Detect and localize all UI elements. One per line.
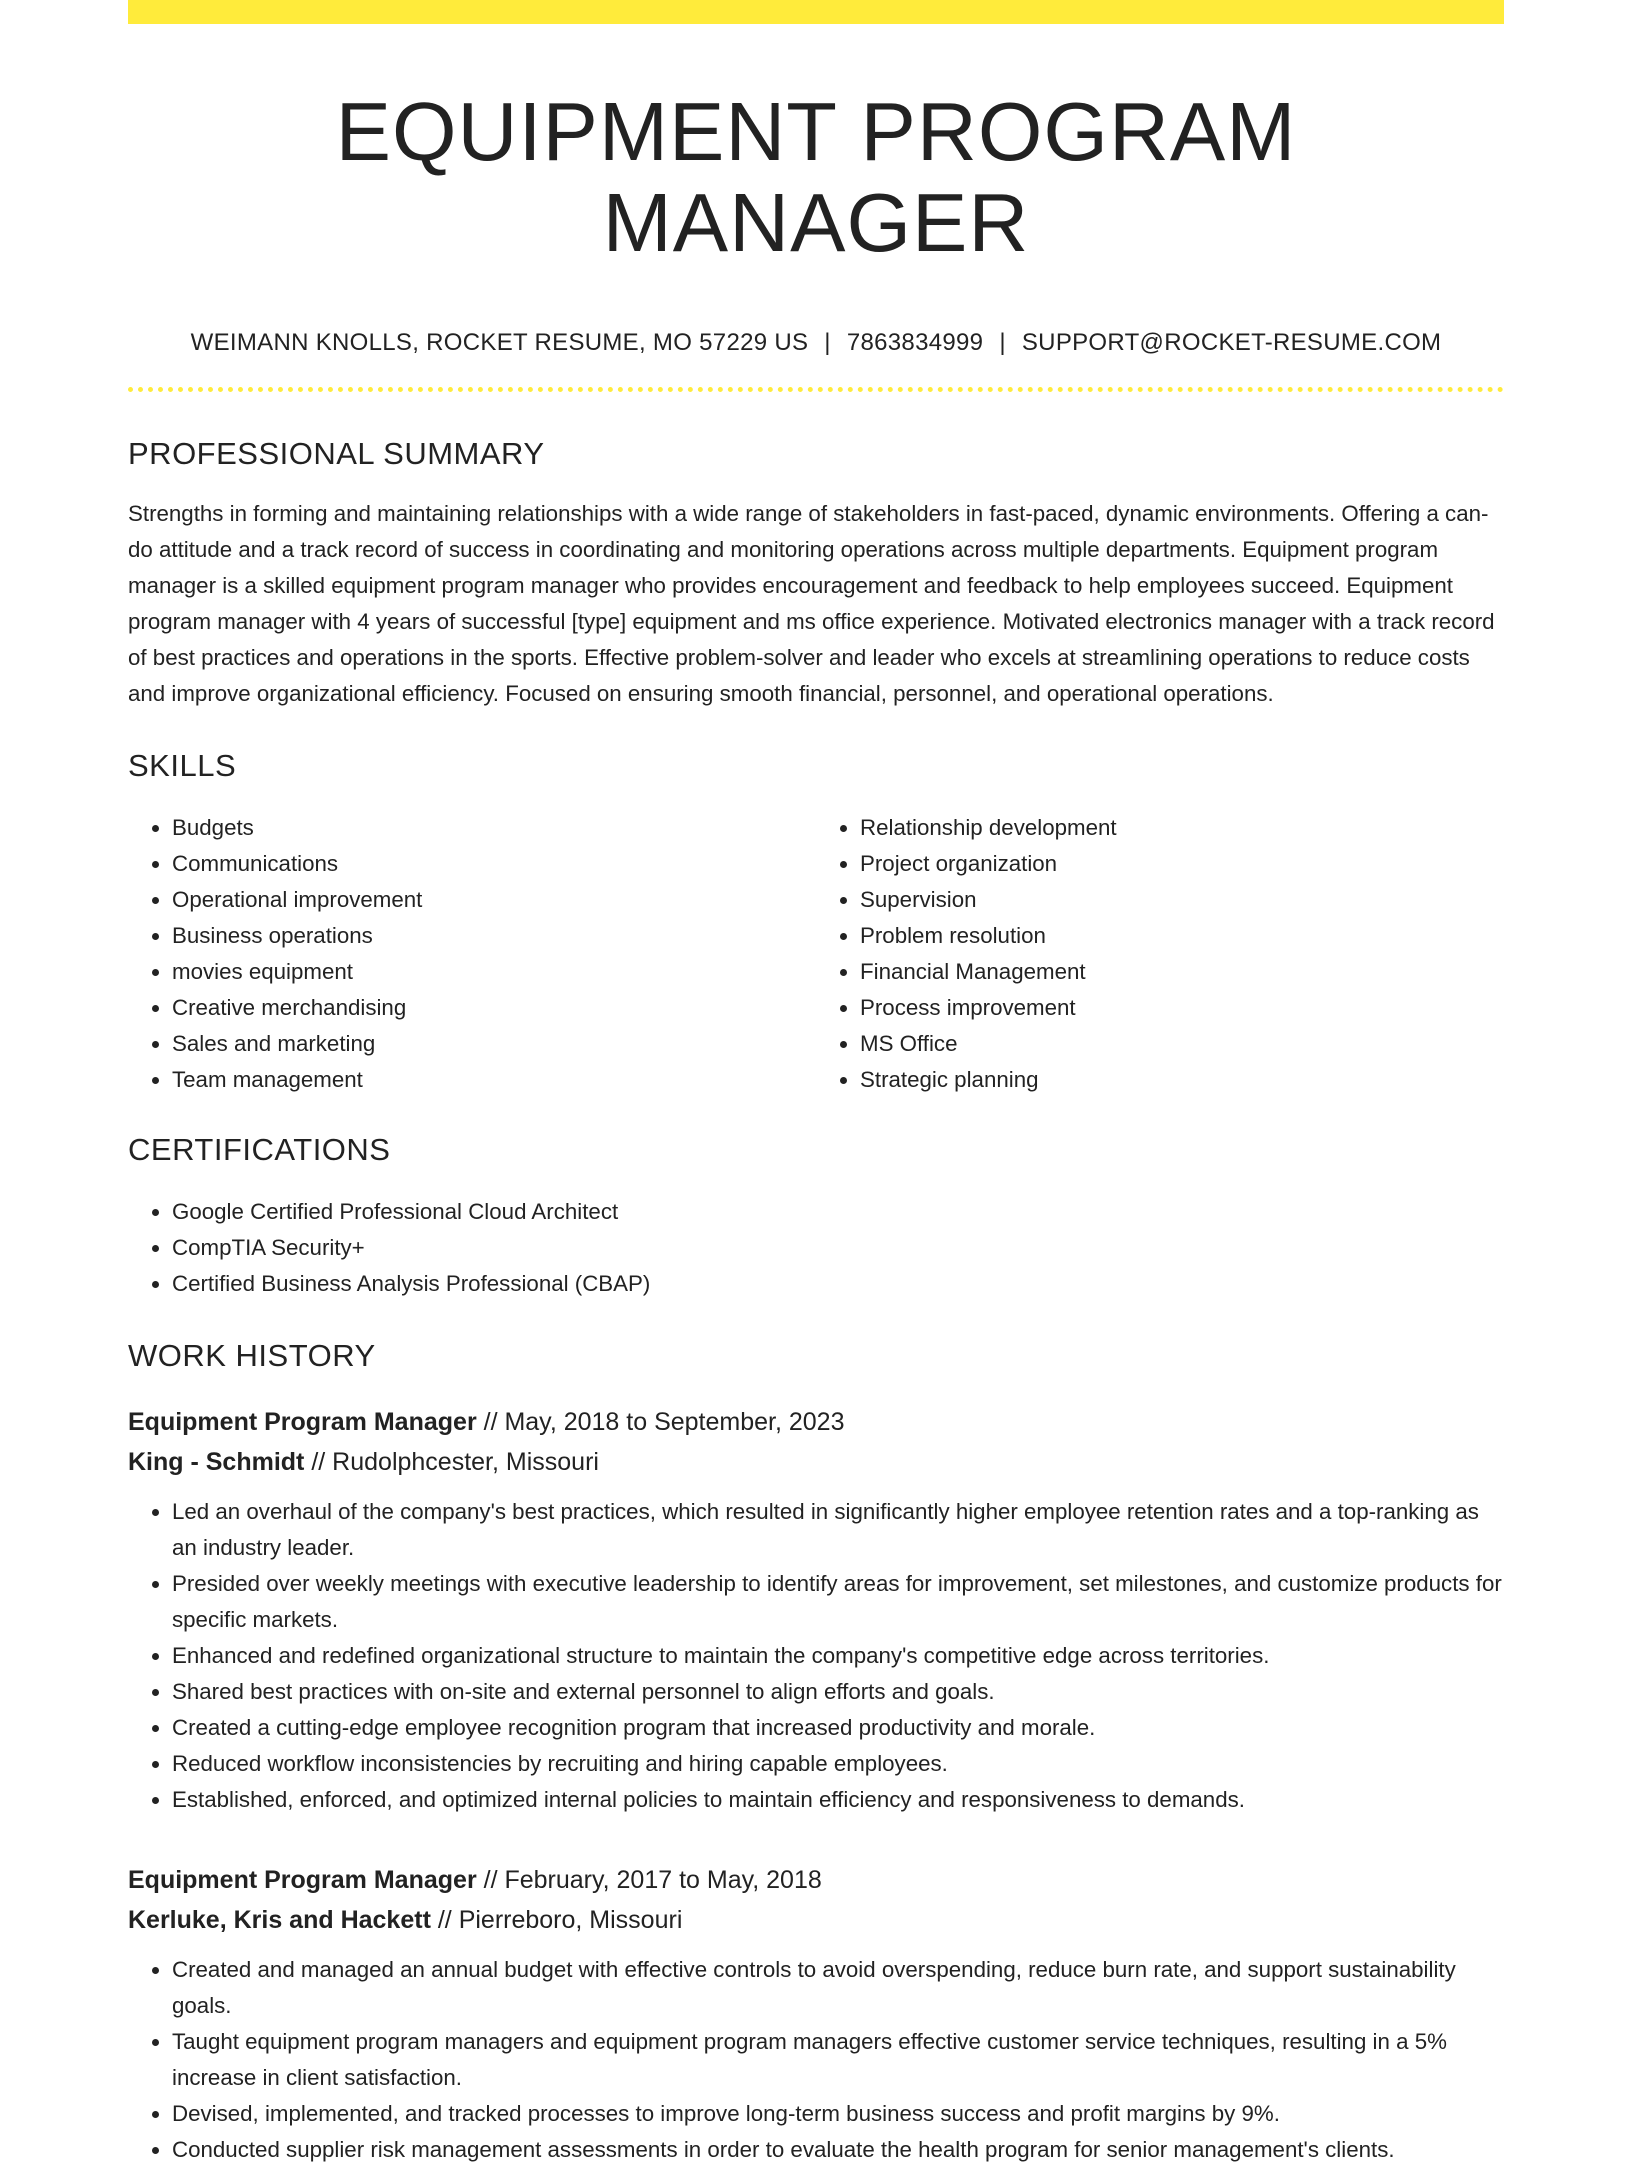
work-history-section bbox=[128, 1338, 1504, 2168]
dotted-divider bbox=[128, 387, 1504, 392]
job-bullet: • Enhanced and redefined organizational structure to maintain the company's competitive edge across territories. bbox=[172, 1638, 1504, 1674]
contact-phone: 7863834999 bbox=[846, 328, 984, 356]
job-bullet: • Taught equipment program managers and equipment program managers effective customer service techniques, resulting in a 5% increase in client satisfaction. bbox=[172, 2024, 1504, 2096]
job-dates: // February, 2017 to May, 2018 bbox=[476, 1865, 822, 1894]
accent-bar bbox=[128, 0, 1504, 24]
skills-right-list bbox=[816, 810, 1504, 1098]
job-entry bbox=[128, 1860, 1504, 2168]
skill-item: • Problem resolution bbox=[860, 918, 1504, 954]
skill-item: • Relationship development bbox=[860, 810, 1504, 846]
job-entry bbox=[128, 1402, 1504, 1818]
skill-item: • Operational improvement bbox=[172, 882, 816, 918]
job-bullet: • Conducted supplier risk management assessments in order to evaluate the health program for senior management's clients. bbox=[172, 2132, 1504, 2168]
contact-address: WEIMANN KNOLLS, ROCKET RESUME, MO 57229 US bbox=[190, 328, 809, 356]
job-bullet: • Presided over weekly meetings with executive leadership to identify areas for improvement, set milestones, and customize products for specific markets. bbox=[172, 1566, 1504, 1638]
skill-item: • Creative merchandising bbox=[172, 990, 816, 1026]
job-bullet: • Established, enforced, and optimized internal policies to maintain efficiency and responsiveness to demands. bbox=[172, 1782, 1504, 1818]
contact-line bbox=[128, 329, 1504, 357]
certifications-heading: CERTIFICATIONS bbox=[128, 1131, 391, 1167]
summary-heading: PROFESSIONAL SUMMARY bbox=[128, 435, 545, 471]
skill-item: • movies equipment bbox=[172, 954, 816, 990]
job-company-line bbox=[128, 1442, 1504, 1482]
contact-email: SUPPORT@ROCKET-RESUME.COM bbox=[1021, 328, 1442, 356]
resume-title: EQUIPMENT PROGRAM MANAGER bbox=[335, 85, 1297, 270]
skill-item: • Process improvement bbox=[860, 990, 1504, 1026]
skills-left-list bbox=[128, 810, 816, 1098]
skill-item: • Supervision bbox=[860, 882, 1504, 918]
job-bullet: • Devised, implemented, and tracked processes to improve long-term business success and profit margins by 9%. bbox=[172, 2096, 1504, 2132]
summary-text: Strengths in forming and maintaining relationships with a wide range of stakeholders in fast-paced, dynamic environments. Offering a can-do attitude and a track record of success in coordinating and monitoring operations across multiple departments. Equipment program manager is a skilled equipment program manager who provides encouragement and feedback to help employees succeed. Equipment program manager with 4 years of successful [type] equipment and ms office experience. Motivated electronics manager with a track record of best practices and operations in the sports. Effective problem-solver and leader who excels at streamlining operations to reduce costs and improve organizational efficiency. Focused on ensuring smooth financial, personnel, and operational operations. bbox=[128, 500, 1495, 706]
job-bullet: • Reduced workflow inconsistencies by recruiting and hiring capable employees. bbox=[172, 1746, 1504, 1782]
job-bullet: • Shared best practices with on-site and external personnel to align efforts and goals. bbox=[172, 1674, 1504, 1710]
skill-item: • Project organization bbox=[860, 846, 1504, 882]
certification-item: • Google Certified Professional Cloud Architect bbox=[172, 1194, 1504, 1230]
skills-grid bbox=[128, 810, 1504, 1098]
job-title: Equipment Program Manager bbox=[128, 1407, 477, 1436]
job-title: Equipment Program Manager bbox=[128, 1865, 477, 1894]
certification-item: • CompTIA Security+ bbox=[172, 1230, 1504, 1266]
summary-section bbox=[128, 436, 1504, 712]
job-title-line bbox=[128, 1860, 1504, 1900]
skill-item: • Team management bbox=[172, 1062, 816, 1098]
skill-item: • Business operations bbox=[172, 918, 816, 954]
job-bullet: • Created and managed an annual budget with effective controls to avoid overspending, reduce burn rate, and support sustainability goals. bbox=[172, 1952, 1504, 2024]
certifications-section bbox=[128, 1132, 1504, 1302]
job-location: // Rudolphcester, Missouri bbox=[304, 1447, 599, 1476]
job-company: Kerluke, Kris and Hackett bbox=[128, 1905, 431, 1934]
resume-page bbox=[128, 0, 1504, 2168]
job-company-line bbox=[128, 1900, 1504, 1940]
contact-separator: | bbox=[824, 328, 831, 356]
work-history-heading: WORK HISTORY bbox=[128, 1337, 376, 1373]
job-bullets bbox=[128, 1952, 1504, 2168]
skill-item: • Sales and marketing bbox=[172, 1026, 816, 1062]
skill-item: • Strategic planning bbox=[860, 1062, 1504, 1098]
skill-item: • MS Office bbox=[860, 1026, 1504, 1062]
skills-heading: SKILLS bbox=[128, 747, 237, 783]
skill-item: • Budgets bbox=[172, 810, 816, 846]
job-bullet: • Created a cutting-edge employee recognition program that increased productivity and morale. bbox=[172, 1710, 1504, 1746]
job-location: // Pierreboro, Missouri bbox=[430, 1905, 683, 1934]
job-title-line bbox=[128, 1402, 1504, 1442]
job-company: King - Schmidt bbox=[128, 1447, 305, 1476]
certification-item: • Certified Business Analysis Professional (CBAP) bbox=[172, 1266, 1504, 1302]
skills-section bbox=[128, 748, 1504, 1098]
contact-separator: | bbox=[999, 328, 1006, 356]
job-bullet: • Led an overhaul of the company's best practices, which resulted in significantly higher employee retention rates and a top-ranking as an industry leader. bbox=[172, 1494, 1504, 1566]
skill-item: • Financial Management bbox=[860, 954, 1504, 990]
skill-item: • Communications bbox=[172, 846, 816, 882]
job-bullets bbox=[128, 1494, 1504, 1818]
certifications-list bbox=[128, 1194, 1504, 1302]
job-dates: // May, 2018 to September, 2023 bbox=[476, 1407, 845, 1436]
